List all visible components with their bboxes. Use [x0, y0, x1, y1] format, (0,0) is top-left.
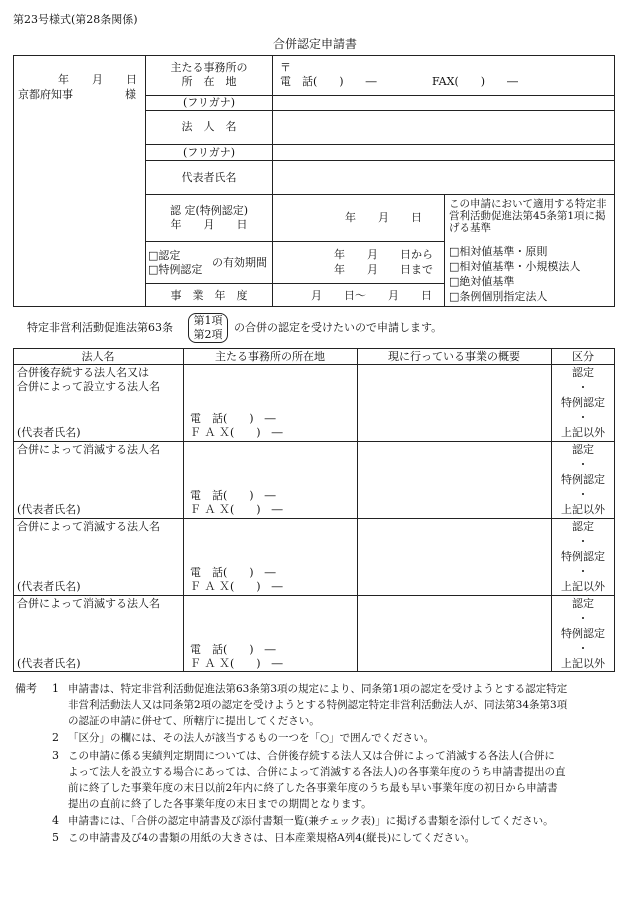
standard-option-4[interactable]: □条例個別指定法人 — [449, 290, 548, 303]
corp-name-label: 法 人 名 — [181, 120, 237, 133]
row2-cat-1[interactable]: 認定 — [572, 443, 594, 456]
date-month: 月 — [92, 73, 103, 86]
note-2-number: 2 — [52, 731, 59, 744]
row1-cat-1[interactable]: 認定 — [572, 366, 594, 379]
cert-date-label-1: 認 定(特例認定) — [169, 204, 249, 217]
row3-cat-5[interactable]: 上記以外 — [561, 580, 605, 593]
row3-fax[interactable]: Ｆ Ａ Ｘ( ) ― — [190, 580, 283, 593]
row1-rep-label: (代表者氏名) — [17, 426, 81, 439]
office-tel[interactable]: 電 話( ) ― — [280, 75, 377, 88]
note-3-line-3: 前に終了した事業年度の末日以前2年内に終了した各事業年度のうち最も早い事業年度の初日から申請書 — [68, 782, 558, 794]
row1-tel[interactable]: 電 話( ) ― — [190, 412, 276, 425]
standard-option-2[interactable]: □相対値基準・小規模法人 — [449, 260, 581, 273]
standard-label: この申請において適用する特定非営利活動促進法第45条第1項に掲げる基準 — [449, 198, 607, 234]
row4-cat-2: ・ — [577, 612, 589, 625]
validity-option-special[interactable]: □特例認定 — [148, 263, 203, 276]
row2-name-label-1: 合併によって消滅する法人名 — [17, 443, 160, 456]
form-title: 合併認定申請書 — [272, 37, 357, 51]
col-header-business: 現に行っている事業の概要 — [388, 350, 520, 363]
honorific: 様 — [125, 88, 136, 101]
office-label-1: 主たる事務所の — [170, 61, 248, 74]
row3-cat-1[interactable]: 認定 — [572, 520, 594, 533]
form-number: 第23号様式(第28条関係) — [13, 13, 138, 26]
cert-date-label-2: 年 月 日 — [170, 218, 248, 231]
row1-name-label-1: 合併後存続する法人名又は — [17, 366, 149, 379]
statement-suffix: の合併の認定を受けたいので申請します。 — [234, 321, 443, 334]
statement-option-1[interactable]: 第1項 — [193, 314, 223, 327]
row2-cat-3[interactable]: 特例認定 — [561, 473, 605, 486]
row2-cat-2: ・ — [577, 458, 589, 471]
date-year: 年 — [58, 73, 69, 86]
note-3-line-2: よって法人を設立する場合にあっては、合併によって消滅する各法人)の各事業年度のうち申請書提出の直 — [68, 766, 566, 778]
row3-tel[interactable]: 電 話( ) ― — [190, 566, 276, 579]
validity-suffix: の有効期間 — [212, 256, 267, 269]
note-3-number: 3 — [52, 749, 59, 762]
note-1-line-3: の認証の申請に併せて、所轄庁に提出してください。 — [68, 715, 320, 727]
furigana-label-2: (フリガナ) — [182, 146, 236, 159]
note-1-number: 1 — [52, 682, 59, 695]
row4-cat-3[interactable]: 特例認定 — [561, 627, 605, 640]
row2-rep-label: (代表者氏名) — [17, 503, 81, 516]
row1-cat-3[interactable]: 特例認定 — [561, 396, 605, 409]
office-fax[interactable]: FAX( ) ― — [432, 75, 519, 88]
row3-cat-3[interactable]: 特例認定 — [561, 550, 605, 563]
note-5-line-1: この申請書及び4の書類の用紙の大きさは、日本産業規格A列4(縦長)にしてください。 — [68, 832, 476, 844]
row4-tel[interactable]: 電 話( ) ― — [190, 643, 276, 656]
row4-fax[interactable]: Ｆ Ａ Ｘ( ) ― — [190, 657, 283, 670]
validity-from[interactable]: 年 月 日から — [334, 248, 433, 261]
note-1-line-1: 申請書は、特定非営利活動促進法第63条第3項の規定により、同条第1項の認定を受けようとする認定特定 — [68, 683, 568, 695]
note-5-number: 5 — [52, 831, 59, 844]
row3-rep-label: (代表者氏名) — [17, 580, 81, 593]
row3-cat-2: ・ — [577, 535, 589, 548]
row2-tel[interactable]: 電 話( ) ― — [190, 489, 276, 502]
row1-cat-2: ・ — [577, 381, 589, 394]
row2-fax[interactable]: Ｆ Ａ Ｘ( ) ― — [190, 503, 283, 516]
note-4-line-1: 申請書には、「合併の認定申請書及び添付書類一覧(兼チェック表)」に掲げる書類を添付してください。 — [68, 815, 554, 827]
row2-cat-5[interactable]: 上記以外 — [561, 503, 605, 516]
col-header-category: 区分 — [572, 350, 594, 363]
notes-label: 備考 — [15, 682, 37, 695]
fiscal-year-value[interactable]: 月 日～ 月 日 — [311, 289, 432, 302]
postal-mark: 〒 — [280, 61, 291, 74]
statement-option-2[interactable]: 第2項 — [193, 328, 223, 341]
note-2-line-1: 「区分」の欄には、その法人が該当するもの一つを「○」で囲んでください。 — [68, 732, 435, 744]
cert-date-value[interactable]: 年 月 日 — [345, 211, 422, 224]
row1-cat-5[interactable]: 上記以外 — [561, 426, 605, 439]
row3-cat-4: ・ — [577, 565, 589, 578]
row3-name-label-1: 合併によって消滅する法人名 — [17, 520, 160, 533]
fiscal-year-label: 事 業 年 度 — [170, 289, 248, 302]
note-4-number: 4 — [52, 814, 59, 827]
row4-cat-4: ・ — [577, 642, 589, 655]
row4-rep-label: (代表者氏名) — [17, 657, 81, 670]
row2-cat-4: ・ — [577, 488, 589, 501]
standard-option-3[interactable]: □絶対値基準 — [449, 275, 515, 288]
date-day: 日 — [126, 73, 137, 86]
row4-name-label-1: 合併によって消滅する法人名 — [17, 597, 160, 610]
note-1-line-2: 非営利活動法人又は同条第2項の認定を受けようとする特例認定特定非営利活動法人が、同法第34条第3項 — [68, 699, 568, 711]
row4-cat-5[interactable]: 上記以外 — [561, 657, 605, 670]
rep-name-label: 代表者氏名 — [181, 171, 237, 184]
note-3-line-4: 提出の直前に終了した各事業年度の末日までの期間となります。 — [68, 798, 372, 810]
governor-label: 京都府知事 — [18, 88, 73, 101]
row1-cat-4: ・ — [577, 411, 589, 424]
office-label-2: 所 在 地 — [181, 75, 237, 88]
col-header-office: 主たる事務所の所在地 — [215, 350, 325, 363]
row1-fax[interactable]: Ｆ Ａ Ｘ( ) ― — [190, 426, 283, 439]
col-header-name: 法人名 — [81, 350, 115, 363]
row1-name-label-2: 合併によって設立する法人名 — [17, 380, 160, 393]
note-3-line-1: この申請に係る実績判定期間については、合併後存続する法人又は合併によって消滅する各法人(合併に — [68, 750, 555, 762]
validity-to[interactable]: 年 月 日まで — [334, 263, 433, 276]
furigana-label-1: (フリガナ) — [182, 96, 236, 109]
standard-option-1[interactable]: □相対値基準・原則 — [449, 245, 548, 258]
statement-prefix: 特定非営利活動促進法第63条 — [27, 321, 173, 334]
row4-cat-1[interactable]: 認定 — [572, 597, 594, 610]
merger-table — [13, 348, 615, 672]
validity-option-cert[interactable]: □認定 — [148, 249, 181, 262]
